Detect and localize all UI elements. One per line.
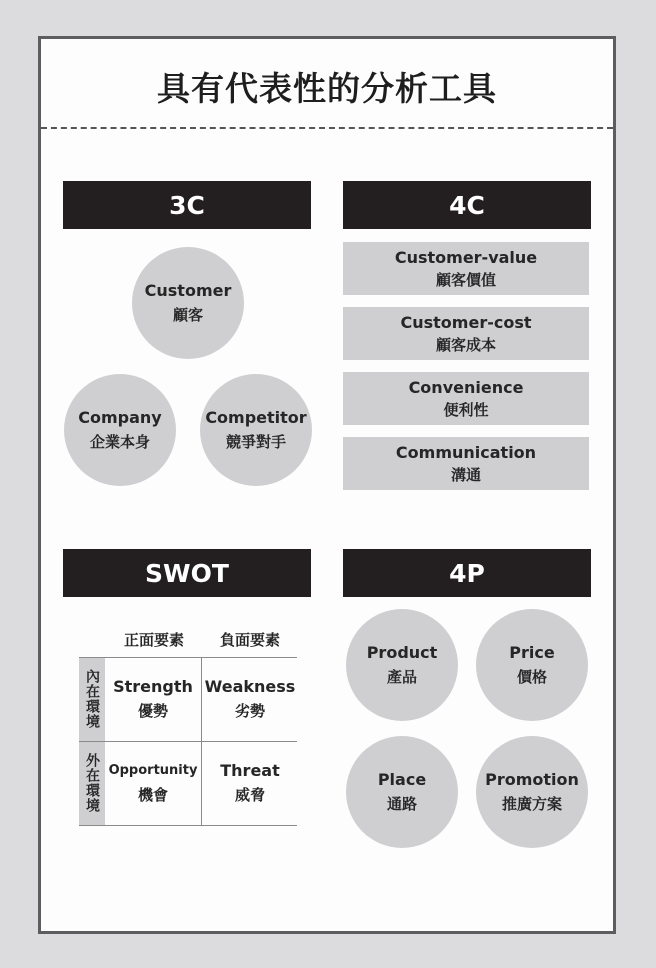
competitor-zh: 競爭對手 [225, 433, 286, 451]
analysis-tools-card [38, 36, 616, 934]
swot-strength [105, 657, 201, 741]
swot-row-external: 外在環境 [79, 741, 105, 825]
section-header-swot: SWOT [63, 549, 311, 597]
circle-customer [132, 247, 244, 359]
threat-en: Threat [220, 761, 280, 780]
circle-company [64, 374, 176, 486]
customer-en: Customer [144, 281, 232, 300]
opportunity-zh: 機會 [137, 786, 168, 804]
price-zh: 價格 [516, 668, 547, 686]
competitor-en: Competitor [205, 408, 307, 427]
4c-item-convenience [343, 372, 589, 425]
swot-col-negative: 負面要素 [219, 631, 280, 649]
circle-price [476, 609, 588, 721]
product-en: Product [366, 643, 438, 662]
company-en: Company [78, 408, 162, 427]
swot-row-internal: 內在環境 [79, 657, 105, 741]
page-title: 具有代表性的分析工具 [157, 69, 497, 108]
4c-item-en: Customer-value [394, 247, 538, 267]
swot-grid-line [79, 825, 297, 826]
promotion-zh: 推廣方案 [501, 795, 562, 813]
4c-item-customer-cost [343, 307, 589, 360]
product-zh: 產品 [386, 668, 417, 686]
swot-threat [202, 741, 298, 825]
circle-promotion [476, 736, 588, 848]
4c-item-zh: 便利性 [443, 400, 489, 419]
threat-zh: 威脅 [234, 786, 265, 804]
4c-item-communication [343, 437, 589, 490]
4c-item-customer-value [343, 242, 589, 295]
circle-place [346, 736, 458, 848]
4c-item-en: Convenience [408, 377, 524, 397]
price-en: Price [509, 643, 555, 662]
strength-en: Strength [113, 677, 193, 696]
opportunity-en: Opportunity [108, 763, 198, 778]
4c-item-en: Customer-cost [400, 312, 532, 332]
swot-weakness [202, 657, 298, 741]
section-header-4p: 4P [343, 549, 591, 597]
4c-item-zh: 溝通 [450, 465, 481, 484]
section-header-4c: 4C [343, 181, 591, 229]
dashed-divider [41, 127, 613, 129]
place-en: Place [377, 770, 427, 789]
4c-item-zh: 顧客價值 [435, 270, 496, 289]
4c-item-zh: 顧客成本 [435, 335, 496, 354]
circle-competitor [200, 374, 312, 486]
4c-item-en: Communication [395, 442, 537, 462]
place-zh: 通路 [386, 795, 417, 813]
promotion-en: Promotion [485, 770, 579, 789]
strength-zh: 優勢 [137, 702, 168, 720]
section-header-3c: 3C [63, 181, 311, 229]
swot-col-positive: 正面要素 [123, 631, 184, 649]
company-zh: 企業本身 [89, 433, 150, 451]
circle-product [346, 609, 458, 721]
weakness-zh: 劣勢 [234, 702, 265, 720]
customer-zh: 顧客 [172, 306, 203, 324]
swot-opportunity [105, 741, 201, 825]
weakness-en: Weakness [204, 677, 296, 696]
